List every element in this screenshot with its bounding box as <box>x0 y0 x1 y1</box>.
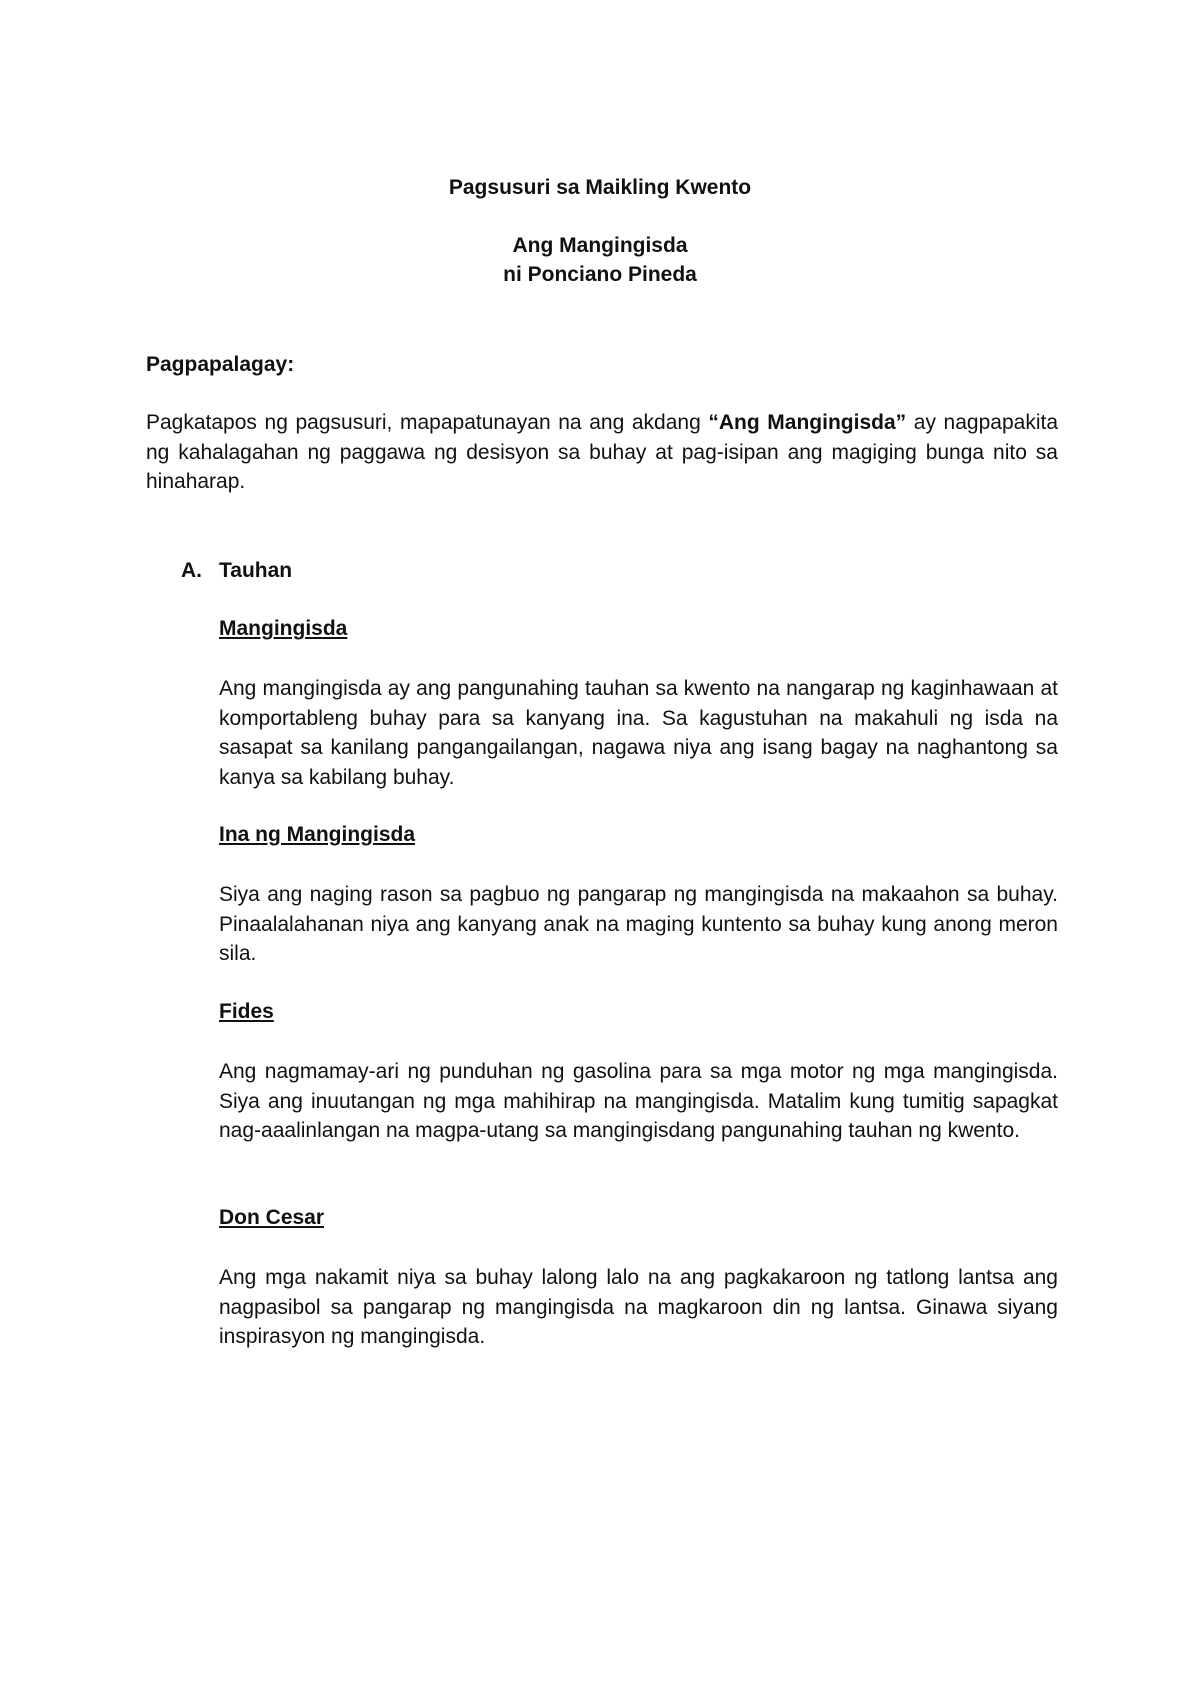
thesis-heading: Pagpapalagay: <box>146 353 295 376</box>
thesis-paragraph <box>146 408 1058 497</box>
character-name-fides: Fides <box>219 1000 274 1023</box>
character-description-mangingisda: Ang mangingisda ay ang pangunahing tauhan sa kwento na nangarap ng kaginhawaan at komportableng buhay para sa kanyang ina. Sa kagustuhan na makahuli ng isda na sasapat sa kanilang pangangailangan, nagawa niya ang isang bagay na naghantong sa kanya sa kabilang buhay. <box>219 677 1058 789</box>
character-description-ina: Siya ang naging rason sa pagbuo ng pangarap ng mangingisda na makaahon sa buhay. Pinaalalahanan niya ang kanyang anak na maging kuntento sa buhay kung anong meron sila. <box>219 883 1058 965</box>
character-description-don-cesar: Ang mga nakamit niya sa buhay lalong lalo na ang pagkakaroon ng tatlong lantsa ang nagpasibol sa pangarap ng mangingisda na magkaroon din ng lantsa. Ginawa siyang inspirasyon ng mangingisda. <box>219 1266 1058 1348</box>
thesis-text-before: Pagkatapos ng pagsusuri, mapapatunayan na ang akdang <box>146 411 709 434</box>
story-title: Ang Mangingisda <box>512 234 688 257</box>
character-name-mangingisda: Mangingisda <box>219 617 348 640</box>
section-a-title: Tauhan <box>219 559 293 582</box>
character-description-fides: Ang nagmamay-ari ng punduhan ng gasolina para sa mga motor ng mga mangingisda. Siya ang inuutangan ng mga mahihirap na mangingisda. Matalim kung tumitig sapagkat nag-aaalinlangan na magpa-utang sa mangingisdang pangunahing tauhan ng kwento. <box>219 1060 1058 1142</box>
thesis-text-after: ay nagpapakita ng kahalagahan ng paggawa ng desisyon sa buhay at pag-isipan ang magiging bunga nito sa hinaharap. <box>146 411 1058 493</box>
section-a-marker: A. <box>181 559 202 582</box>
thesis-story-title: “Ang Mangingisda” <box>708 411 907 434</box>
character-name-don-cesar: Don Cesar <box>219 1206 325 1229</box>
document-title: Pagsusuri sa Maikling Kwento <box>448 176 752 199</box>
author-line: ni Ponciano Pineda <box>503 263 697 286</box>
character-name-ina: Ina ng Mangingisda <box>219 823 416 846</box>
